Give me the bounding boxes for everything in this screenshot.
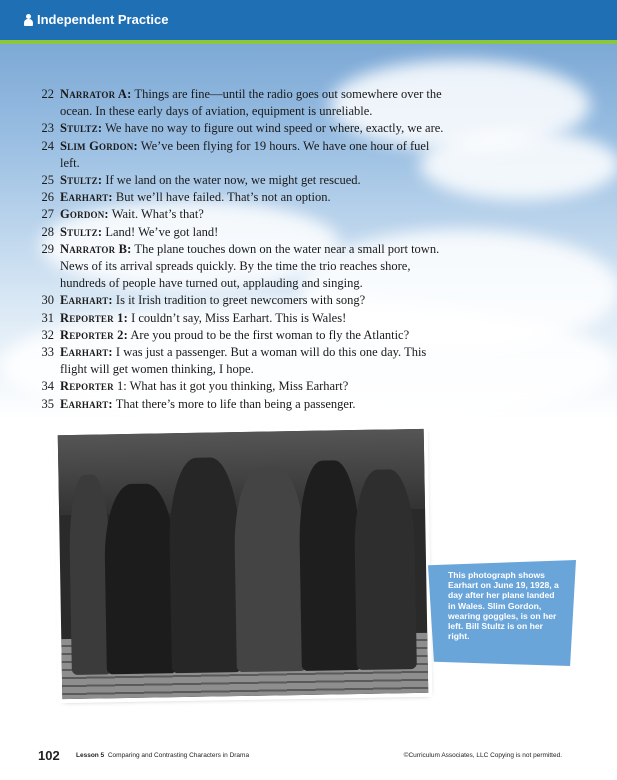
line-number: 27 [41, 207, 54, 222]
photo-figure [168, 457, 242, 673]
script-line [38, 86, 448, 120]
line-text: Is it Irish tradition to greet newcomers with song? [112, 293, 366, 308]
script-line [38, 189, 448, 206]
script-line [38, 224, 448, 241]
script-line [38, 120, 448, 137]
section-title-label: Independent Practice [37, 12, 169, 27]
lesson-title: Comparing and Contrasting Characters in Drama [107, 752, 250, 759]
line-number: 25 [41, 173, 54, 188]
script-line [38, 138, 448, 172]
line-text: I was just a passenger. But a woman will do this one day. This flight will get women thinking, I hope. [60, 345, 427, 377]
line-text: I couldn’t say, Miss Earhart. This is Wales! [127, 310, 347, 325]
line-number: 35 [41, 396, 54, 411]
line-number: 31 [41, 310, 54, 325]
speaker-name: Stultz: [60, 121, 103, 136]
photo-figure [353, 469, 416, 670]
speaker-name: Gordon: [60, 207, 109, 222]
photo-figure [298, 460, 362, 671]
script-line [38, 327, 448, 344]
section-header [0, 0, 617, 40]
line-number: 26 [41, 190, 54, 205]
line-text: We’ve been flying for 19 hours. We have one hour of fuel left. [60, 138, 430, 170]
person-icon [24, 14, 33, 26]
speaker-name: Stultz: [60, 224, 103, 239]
historical-photo [58, 429, 429, 699]
line-number: 24 [41, 138, 54, 153]
script-line [38, 241, 448, 293]
line-text: Land! We’ve got land! [102, 224, 219, 239]
script-line [38, 344, 448, 378]
speaker-name: Earhart: [60, 293, 113, 308]
speaker-name: Narrator A: [60, 87, 132, 101]
line-number: 34 [41, 379, 54, 394]
line-text: The plane touches down on the water near a small port town. News of its arrival spreads quickly. By the time the trio reaches shore, hundreds of people have turned out, applauding and singing. [60, 241, 440, 291]
line-number: 33 [41, 345, 54, 360]
line-text: Things are fine—until the radio goes out somewhere over the ocean. In these early days of aviation, equipment is unreliable. [60, 87, 442, 119]
speaker-name: Reporter 1: [60, 310, 128, 325]
line-number: 32 [41, 327, 54, 342]
line-text: Are you proud to be the first woman to fly the Atlantic? [127, 327, 410, 342]
cloud-decoration [420, 130, 617, 200]
line-number: 22 [41, 87, 54, 101]
photo-figure [104, 483, 177, 674]
script-line [38, 396, 448, 413]
lesson-info [76, 752, 249, 759]
script-line [38, 172, 448, 189]
script-line [38, 310, 448, 327]
speaker-name: Earhart: [60, 396, 113, 411]
line-text: But we’ll have failed. That’s not an option. [112, 190, 331, 205]
line-number: 28 [41, 224, 54, 239]
script-lines [38, 86, 448, 413]
photo-caption-text: This photograph shows Earhart on June 19, 1928, a day after her plane landed in Wales. Slim Gordon, wearing goggles, is on her left. Bill Stultz is on her right. [448, 570, 559, 642]
speaker-name: Narrator B: [60, 241, 132, 256]
line-number: 23 [41, 121, 54, 136]
page-number: 102 [38, 748, 60, 763]
section-title [24, 12, 168, 27]
lesson-label: Lesson 5 [76, 752, 105, 759]
copyright-notice: ©Curriculum Associates, LLC Copying is not permitted. [403, 752, 562, 759]
speaker-name: Stultz: [60, 173, 103, 188]
line-number: 29 [41, 241, 54, 256]
speaker-name: Reporter 2: [60, 327, 128, 342]
header-accent-stripe [0, 40, 617, 44]
photo-figure [233, 466, 307, 672]
speaker-name: Reporter [60, 379, 114, 394]
line-text: If we land on the water now, we might get rescued. [102, 173, 361, 188]
line-text: Wait. What’s that? [108, 207, 204, 222]
speaker-name: Earhart: [60, 345, 113, 360]
script-line [38, 206, 448, 223]
script-line [38, 378, 448, 395]
script-line [38, 292, 448, 309]
line-text: That there’s more to life than being a passenger. [112, 396, 356, 411]
line-number: 30 [41, 293, 54, 308]
line-text: We have no way to figure out wind speed or where, exactly, we are. [102, 121, 444, 136]
line-text: 1: What has it got you thinking, Miss Earhart? [113, 379, 349, 394]
speaker-name: Slim Gordon: [60, 138, 138, 153]
speaker-name: Earhart: [60, 190, 113, 205]
